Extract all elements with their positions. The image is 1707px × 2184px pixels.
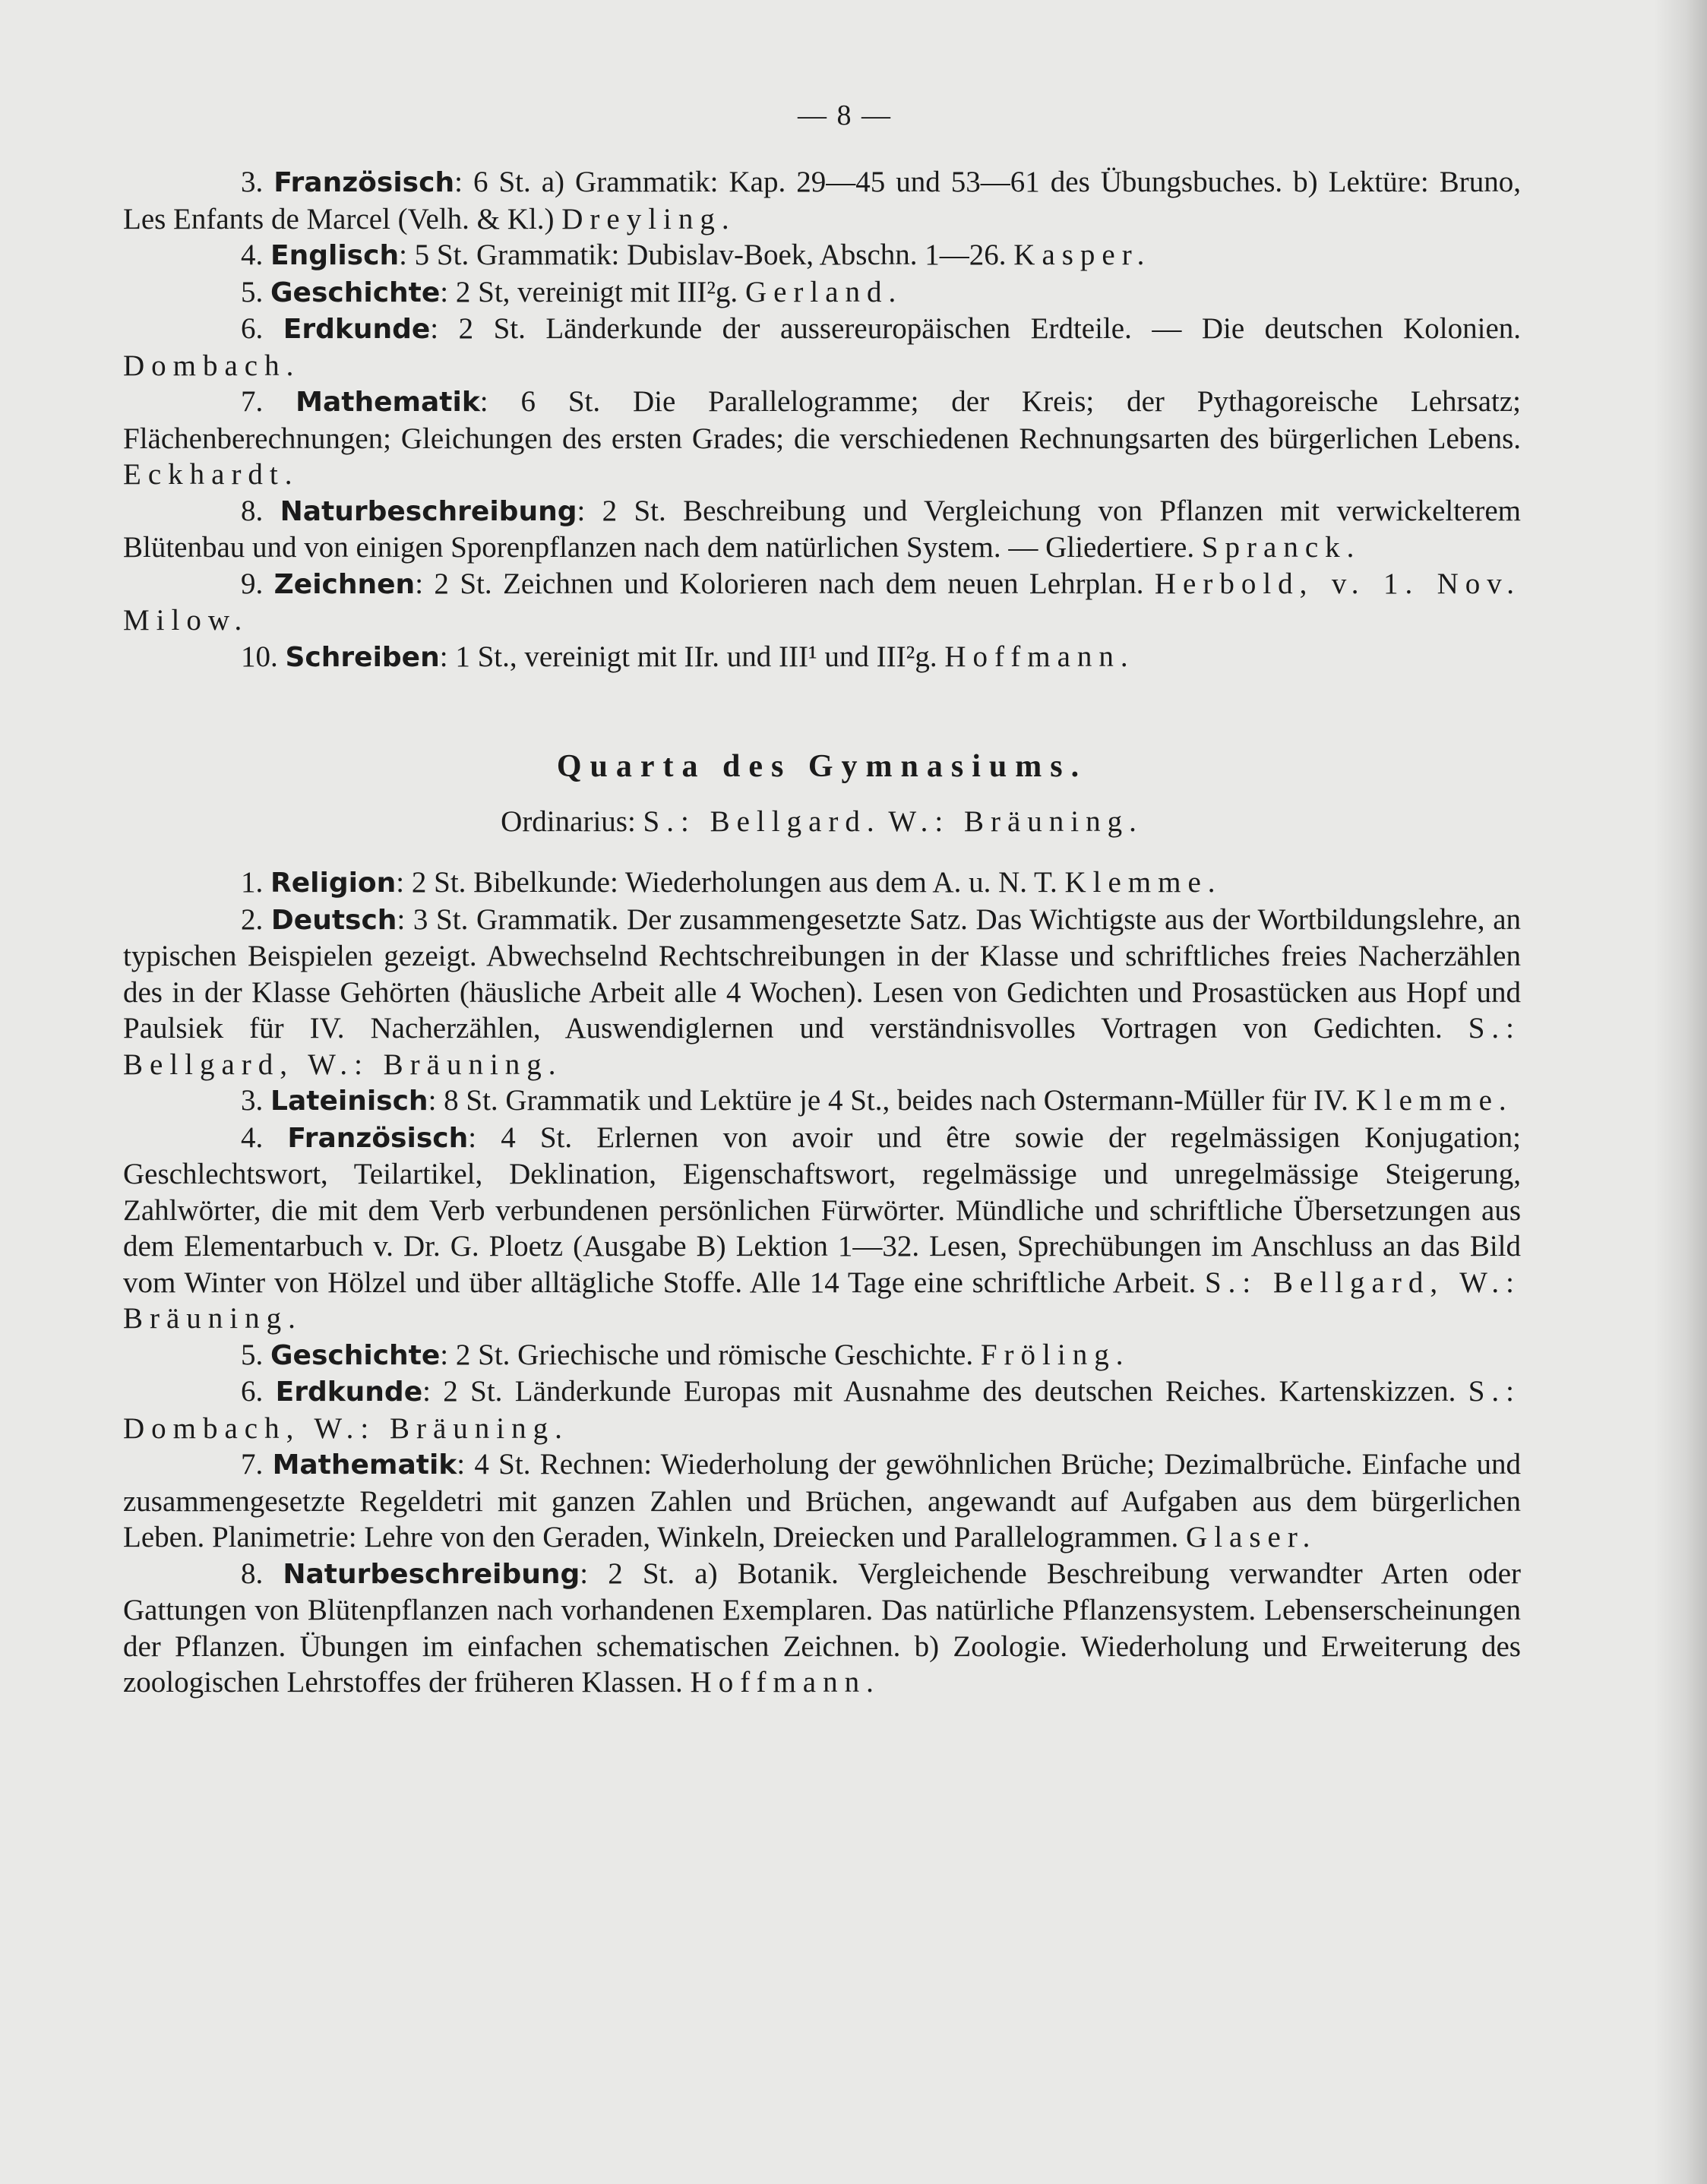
ordinarius-summer: S.: Bellgard. xyxy=(643,805,881,838)
entry-number: 3. xyxy=(241,166,264,198)
entry-text: : 2 St. Griechische und römische Geschichte. xyxy=(440,1338,974,1371)
subject-heading: Schreiben xyxy=(285,641,440,673)
teacher-name: S.: Bellgard, W.: Bräuning. xyxy=(123,1266,1521,1335)
ordinarius-line xyxy=(123,804,1521,839)
entry-number: 7. xyxy=(241,1448,264,1481)
entry-text: : 2 St. a) Botanik. Vergleichende Beschreibung verwandter Arten oder Gattungen von Blütenpflanzen nach vorhandenen Exemplaren. Das natürliche Pflanzensystem. Lebenserscheinungen der Pflanzen. Übungen im einfachen schematischen Zeichnen. b) Zoologie. Wiederholung und Erweiterung des zoologischen Lehrstoffes der früheren Klassen. xyxy=(123,1557,1521,1699)
curriculum-entry-deutsch xyxy=(123,902,1521,1083)
entry-text: : 2 St. Länderkunde Europas mit Ausnahme des deutschen Reiches. Kartenskizzen. xyxy=(422,1375,1456,1408)
subject-heading: Englisch xyxy=(270,240,400,271)
curriculum-entry-geschichte xyxy=(123,1337,1521,1374)
entry-text: : 2 St. Länderkunde der aussereuropäischen Erdteile. — Die deutschen Kolonien. xyxy=(430,312,1522,345)
tertia-curriculum-list xyxy=(123,164,1521,675)
entry-text: : 6 St. Die Parallelogramme; der Kreis; der Pythagoreische Lehrsatz; Flächenberechnungen; Gleichungen des ersten Grades; die verschiedenen Rechnungsarten des bürgerlichen Lebens. xyxy=(123,385,1521,455)
entry-number: 9. xyxy=(241,567,264,600)
teacher-name: Klemme. xyxy=(1355,1084,1513,1117)
entry-number: 8. xyxy=(241,494,264,527)
curriculum-entry-mathematik xyxy=(123,384,1521,493)
teacher-name: Herbold, v. 1. Nov. Milow. xyxy=(123,567,1522,637)
teacher-name: Gerland. xyxy=(744,275,903,308)
subject-heading: Naturbeschreibung xyxy=(283,1558,580,1590)
page-number: — 8 — xyxy=(798,100,892,131)
teacher-name: S.: Bellgard, W.: Bräuning. xyxy=(123,1012,1521,1081)
teacher-name: Glaser. xyxy=(1186,1521,1317,1553)
entry-text: : 2 St, vereinigt mit III²g. xyxy=(440,275,738,308)
entry-number: 4. xyxy=(241,1120,264,1154)
curriculum-entry-franzoesisch xyxy=(123,1120,1521,1337)
entry-text: : 4 St. Erlernen von avoir und être sowie der regelmässigen Konjugation; Geschlechtswort, Teilartikel, Deklination, Eigenschaftswort, regelmässige und unregelmässige Steigerung, Zahlwörter, die mit dem Verb verbundenen persönlichen Fürwörter. Mündliche und schriftliche Übersetzungen aus dem Elementarbuch v. Dr. G. Ploetz (Ausgabe B) Lektion 1—32. Lesen, Sprechübungen im Anschluss an das Bild vom Winter von Hölzel und über alltägliche Stoffe. Alle 14 Tage eine schriftliche Arbeit. xyxy=(123,1120,1521,1299)
subject-heading: Deutsch xyxy=(270,904,397,936)
section-heading: Quarta des Gymnasiums. xyxy=(556,749,1088,784)
teacher-name: Dombach. xyxy=(123,349,301,382)
teacher-name: Hoffmann. xyxy=(690,1666,880,1699)
entry-text: : 3 St. Grammatik. Der zusammengesetzte Satz. Das Wichtigste aus der Wortbildungslehre, an typischen Beispielen gezeigt. Abwechselnd Rechtschreibungen in der Klasse und schriftliches freies Nacherzählen des in der Klasse Gehörten (häusliche Arbeit alle 4 Wochen). Lesen von Gedichten und Prosastücken aus Hopf und Paulsiek für IV. Nacherzählen, Auswendiglernen und verständnisvolles Vortragen von Gedichten. xyxy=(123,902,1521,1045)
curriculum-entry-franzoesisch xyxy=(123,164,1521,237)
document-page xyxy=(123,99,1521,1701)
entry-text: : 2 St. Beschreibung und Vergleichung von Pflanzen mit verwickelterem Blütenbau und von einigen Sporenpflanzen nach dem natürlichen System. — Gliedertiere. xyxy=(123,494,1521,564)
entry-number: 6. xyxy=(241,1375,264,1408)
entry-text: : 2 St. Bibelkunde: Wiederholungen aus dem A. u. N. T. xyxy=(396,866,1057,899)
entry-number: 7. xyxy=(241,385,264,418)
subject-heading: Lateinisch xyxy=(270,1086,428,1117)
entry-number: 8. xyxy=(241,1557,264,1590)
entry-number: 5. xyxy=(241,1338,264,1371)
teacher-name: Spranck. xyxy=(1201,531,1361,564)
ordinarius-winter: W.: Bräuning. xyxy=(888,805,1143,838)
subject-heading: Französisch xyxy=(273,167,455,198)
entry-text: : 1 St., vereinigt mit IIr. und III¹ und III²g. xyxy=(439,640,937,673)
subject-heading: Naturbeschreibung xyxy=(280,495,577,527)
entry-text: : 2 St. Zeichnen und Kolorieren nach dem neuen Lehrplan. xyxy=(415,567,1144,600)
entry-number: 5. xyxy=(241,275,264,308)
subject-heading: Erdkunde xyxy=(283,314,431,345)
curriculum-entry-naturbeschreibung xyxy=(123,493,1521,566)
curriculum-entry-erdkunde xyxy=(123,1373,1521,1446)
curriculum-entry-erdkunde xyxy=(123,311,1521,384)
curriculum-entry-zeichnen xyxy=(123,566,1521,639)
teacher-name: Klemme. xyxy=(1064,866,1222,899)
teacher-name: Fröling. xyxy=(980,1338,1130,1371)
subject-heading: Französisch xyxy=(287,1122,469,1154)
subject-heading: Mathematik xyxy=(272,1449,457,1481)
entry-number: 3. xyxy=(241,1084,264,1117)
subject-heading: Erdkunde xyxy=(275,1376,423,1408)
curriculum-entry-lateinisch xyxy=(123,1083,1521,1120)
curriculum-entry-naturbeschreibung xyxy=(123,1556,1521,1701)
entry-number: 1. xyxy=(241,866,264,899)
entry-text: : 8 St. Grammatik und Lektüre je 4 St., beides nach Ostermann-Müller für IV. xyxy=(428,1084,1348,1117)
teacher-name: Kasper. xyxy=(1013,239,1152,271)
teacher-name: Hoffmann. xyxy=(944,640,1135,673)
ordinarius-label: Ordinarius: xyxy=(501,805,636,838)
curriculum-entry-englisch xyxy=(123,237,1521,274)
entry-text: : 5 St. Grammatik: Dubislav-Boek, Abschn. 1—26. xyxy=(399,239,1007,271)
scan-edge-shadow xyxy=(1654,0,1707,2184)
entry-text: : 6 St. a) Grammatik: Kap. 29—45 und 53—61 des Übungsbuches. b) Lektüre: Bruno, Les Enfants de Marcel (Velh. & Kl.) xyxy=(123,166,1522,235)
subject-heading: Geschichte xyxy=(270,277,441,308)
entry-number: 2. xyxy=(241,902,264,936)
entry-number: 4. xyxy=(241,239,264,271)
teacher-name: S.: Dombach, W.: Bräuning. xyxy=(123,1375,1522,1445)
curriculum-entry-geschichte xyxy=(123,274,1521,311)
entry-number: 10. xyxy=(241,640,278,673)
curriculum-entry-mathematik xyxy=(123,1446,1521,1556)
curriculum-entry-schreiben xyxy=(123,639,1521,676)
curriculum-entry-religion xyxy=(123,864,1521,902)
entry-number: 6. xyxy=(241,312,264,345)
teacher-name: Dreyling. xyxy=(561,202,736,235)
entry-text: : 4 St. Rechnen: Wiederholung der gewöhnlichen Brüche; Dezimalbrüche. Einfache und zusammengesetzte Regeldetri mit ganzen Zahlen und Brüchen, angewandt auf Aufgaben aus dem bürgerlichen Leben. Planimetrie: Lehre von den Geraden, Winkeln, Dreiecken und Parallelogrammen. xyxy=(123,1448,1522,1553)
teacher-name: Eckhardt. xyxy=(123,458,299,491)
quarta-curriculum-list xyxy=(123,864,1521,1701)
subject-heading: Religion xyxy=(270,868,397,899)
subject-heading: Geschichte xyxy=(270,1339,441,1371)
subject-heading: Mathematik xyxy=(296,387,480,418)
subject-heading: Zeichnen xyxy=(273,568,416,600)
